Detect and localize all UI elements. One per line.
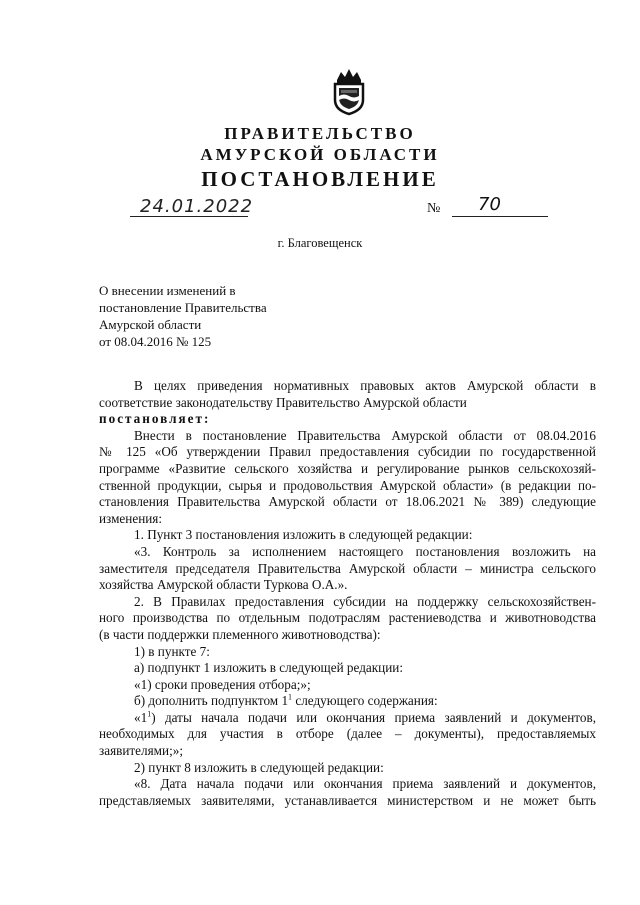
number-label: № <box>427 201 441 216</box>
subitem-1b-quote-line: необходимых для участия в отборе (далее – документы), предоставляемых <box>99 726 596 742</box>
item-1-text-line: «3. Контроль за исполнением настоящего постановления возложить на <box>134 543 596 559</box>
preamble-line: В целях приведения нормативных правовых актов Амурской области в <box>134 378 596 393</box>
paragraph-line: изменения: <box>99 510 163 526</box>
quote-text: ) даты начала подачи или окончания приема заявлений и документов, <box>151 709 596 725</box>
document-subject <box>99 282 267 350</box>
subitem-2: 2) пункт 8 изложить в следующей редакции: <box>134 759 384 775</box>
item-1-text-line: хозяйства Амурской области Туркова О.А.». <box>99 577 348 593</box>
item-1: 1. Пункт 3 постановления изложить в следующей редакции: <box>134 527 473 543</box>
subitem-1b-post: следующего содержания: <box>292 693 438 709</box>
subject-line: О внесении изменений в <box>99 283 236 298</box>
superscript: 1 <box>288 692 293 702</box>
paragraph-line: становления Правительства Амурской области от 18.06.2021 № 389) следующие <box>99 494 596 510</box>
superscript: 1 <box>147 709 152 719</box>
item-2-line: (в части поддержки племенного животноводства): <box>99 626 381 642</box>
item-1-text-line: заместителя председателя Правительства Амурской области – министра сельского <box>99 560 596 576</box>
number-underline <box>452 216 548 217</box>
subitem-1b <box>99 693 596 710</box>
subitem-1b-quote-line: заявителями;»; <box>99 743 183 759</box>
subitem-1b-quote-line <box>99 710 596 727</box>
document-number: 70 <box>478 194 501 215</box>
government-name-line2: АМУРСКОЙ ОБЛАСТИ <box>200 145 440 164</box>
city-name: г. Благовещенск <box>277 236 363 250</box>
paragraph-line: № 125 «Об утверждении Правил предоставления субсидии по государственной <box>99 444 596 460</box>
coat-of-arms-emblem <box>331 66 367 116</box>
item-2-line: ного производства по отдельным подотраслям растениеводства и животноводства <box>99 610 596 626</box>
subitem-1a-text: «1) сроки проведения отбора;»; <box>134 676 311 692</box>
document-date: 24.01.2022 <box>140 196 254 217</box>
subject-line: от 08.04.2016 № 125 <box>99 334 212 349</box>
paragraph-line: ственной продукции, сырья и продовольствия Амурской области» (в редакции по- <box>99 477 596 493</box>
subitem-1: 1) в пункте 7: <box>134 643 210 659</box>
date-underline <box>130 216 248 217</box>
subject-line: Амурской области <box>99 317 202 332</box>
government-name-line1: ПРАВИТЕЛЬСТВО <box>224 124 416 143</box>
paragraph-line: Внести в постановление Правительства Амурской области от 08.04.2016 <box>134 427 596 443</box>
paragraph-line: программе «Развитие сельского хозяйства и регулирование рынков сельскохозяй- <box>99 460 596 476</box>
document-type-title: ПОСТАНОВЛЕНИЕ <box>201 167 439 191</box>
subject-line: постановление Правительства <box>99 300 267 315</box>
resolves-keyword: постановляет: <box>99 411 211 427</box>
quote-pre: «1 <box>134 709 148 725</box>
item-2-line: 2. В Правилах предоставления субсидии на поддержку сельскохозяйствен- <box>134 593 596 609</box>
subitem-2-text-line: «8. Дата начала подачи или окончания приема заявлений и документов, <box>134 776 596 792</box>
preamble-line: соответствие законодательству Правительство Амурской области <box>99 394 467 410</box>
subitem-1a: а) подпункт 1 изложить в следующей редакции: <box>134 660 404 676</box>
document-body <box>99 378 596 809</box>
subitem-2-text-line: представляемых заявителями, устанавливается министерством и не может быть <box>99 792 596 808</box>
subitem-1b-pre: б) дополнить подпунктом 1 <box>134 693 289 709</box>
